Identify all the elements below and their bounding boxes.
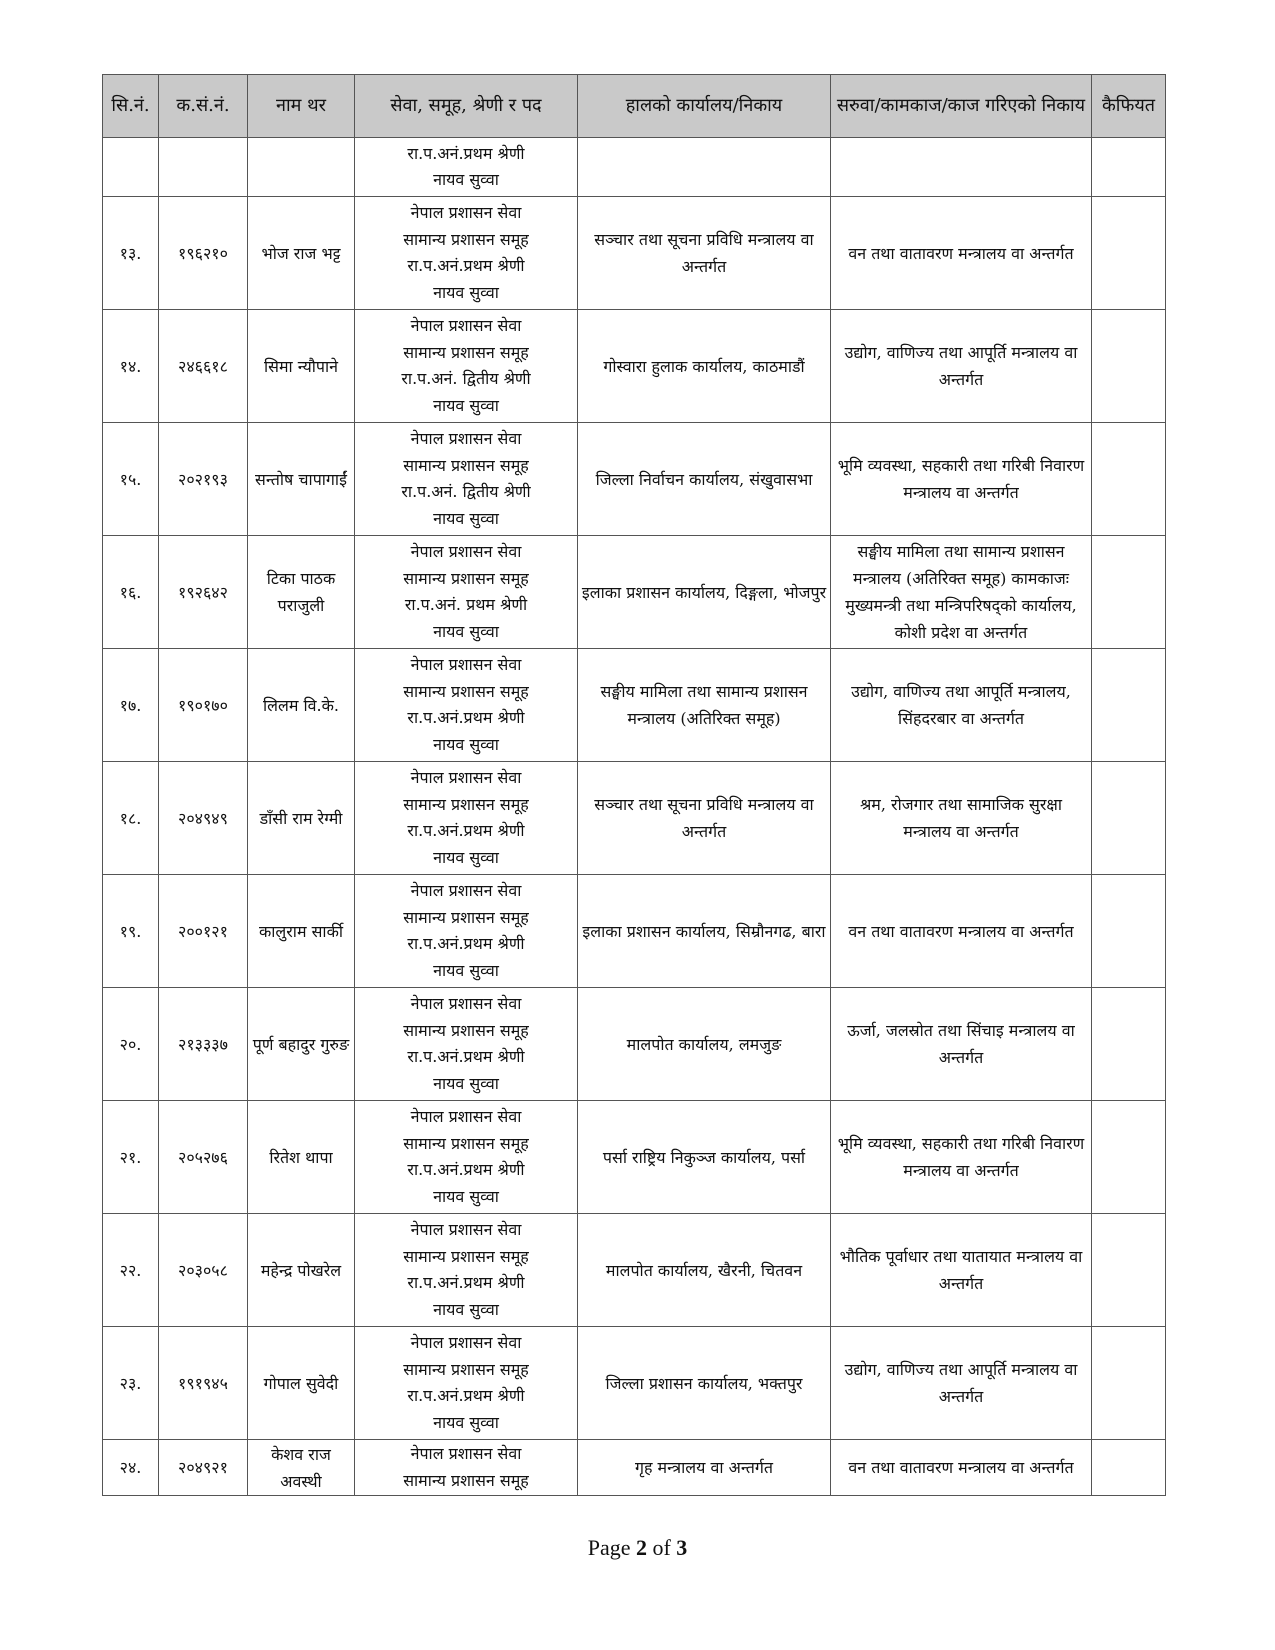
- cell-serial: १९.: [103, 875, 159, 988]
- service-post-line: सामान्य प्रशासन समूह: [403, 1470, 529, 1490]
- service-post-line: रा.प.अनं.प्रथम श्रेणी: [407, 1160, 525, 1179]
- cell-transfer-office: वन तथा वातावरण मन्त्रालय वा अन्तर्गत: [831, 197, 1092, 310]
- service-post-line: रा.प.अनं. प्रथम श्रेणी: [404, 595, 528, 614]
- cell-service-post: [355, 875, 578, 988]
- service-post-line: नायव सुव्वा: [433, 508, 499, 528]
- cell-service-post: [355, 1101, 578, 1214]
- page-prefix: Page: [587, 1535, 636, 1560]
- cell-current-office: गोस्वारा हुलाक कार्यालय, काठमाडौं: [578, 310, 831, 423]
- table-row: [103, 988, 1166, 1101]
- service-post-line: नायव सुव्वा: [433, 395, 499, 415]
- cell-current-office: जिल्ला निर्वाचन कार्यालय, संखुवासभा: [578, 423, 831, 536]
- service-post-line: नेपाल प्रशासन सेवा: [410, 429, 522, 448]
- service-post-line: नायव सुव्वा: [433, 621, 499, 641]
- cell-service-post: [355, 197, 578, 310]
- cell-current-office: इलाका प्रशासन कार्यालय, सिम्रौनगढ, बारा: [578, 875, 831, 988]
- service-post-line: रा.प.अनं.प्रथम श्रेणी: [407, 143, 525, 163]
- cell-employee-id: २१३३३७: [159, 988, 248, 1101]
- table-row: [103, 138, 1166, 197]
- cell-serial: १४.: [103, 310, 159, 423]
- service-post-line: सामान्य प्रशासन समूह: [403, 1020, 529, 1040]
- cell-current-office: जिल्ला प्रशासन कार्यालय, भक्तपुर: [578, 1327, 831, 1440]
- cell-service-post: [355, 988, 578, 1101]
- cell-serial: [103, 138, 159, 197]
- service-post-line: सामान्य प्रशासन समूह: [403, 1133, 529, 1153]
- cell-service-post: [355, 138, 578, 197]
- cell-remarks: [1092, 988, 1166, 1101]
- service-post-line: सामान्य प्रशासन समूह: [403, 455, 529, 475]
- cell-service-post: [355, 310, 578, 423]
- cell-current-office: सङ्घीय मामिला तथा सामान्य प्रशासन मन्त्रालय (अतिरिक्त समूह): [578, 649, 831, 762]
- cell-service-post: [355, 1327, 578, 1440]
- table-row: [103, 197, 1166, 310]
- cell-employee-id: १९०१७०: [159, 649, 248, 762]
- cell-transfer-office: वन तथा वातावरण मन्त्रालय वा अन्तर्गत: [831, 875, 1092, 988]
- cell-remarks: [1092, 423, 1166, 536]
- header-remarks: कैफियत: [1092, 75, 1166, 138]
- cell-current-office: [578, 138, 831, 197]
- cell-name: सन्तोष चापागाईं: [248, 423, 355, 536]
- header-current-office: हालको कार्यालय/निकाय: [578, 75, 831, 138]
- cell-remarks: [1092, 649, 1166, 762]
- service-post-line: रा.प.अनं.प्रथम श्रेणी: [407, 821, 525, 840]
- service-post-line: नेपाल प्रशासन सेवा: [410, 1444, 522, 1463]
- service-post-line: नायव सुव्वा: [433, 960, 499, 980]
- cell-employee-id: १९१९४५: [159, 1327, 248, 1440]
- header-name: नाम थर: [248, 75, 355, 138]
- table-row: [103, 1440, 1166, 1496]
- service-post-line: नेपाल प्रशासन सेवा: [410, 1220, 522, 1239]
- service-post-line: सामान्य प्रशासन समूह: [403, 229, 529, 249]
- service-post-line: नेपाल प्रशासन सेवा: [410, 881, 522, 900]
- cell-current-office: गृह मन्त्रालय वा अन्तर्गत: [578, 1440, 831, 1496]
- cell-name: लिलम वि.के.: [248, 649, 355, 762]
- table-row: [103, 875, 1166, 988]
- service-post-line: नेपाल प्रशासन सेवा: [410, 1333, 522, 1352]
- cell-employee-id: २०४९४९: [159, 762, 248, 875]
- cell-remarks: [1092, 875, 1166, 988]
- cell-name: टिका पाठक पराजुली: [248, 536, 355, 649]
- cell-current-office: मालपोत कार्यालय, लमजुङ: [578, 988, 831, 1101]
- page-total: 3: [676, 1535, 688, 1560]
- cell-name: सिमा न्यौपाने: [248, 310, 355, 423]
- service-post-line: सामान्य प्रशासन समूह: [403, 794, 529, 814]
- service-post-line: रा.प.अनं.प्रथम श्रेणी: [407, 1273, 525, 1292]
- cell-employee-id: [159, 138, 248, 197]
- cell-transfer-office: वन तथा वातावरण मन्त्रालय वा अन्तर्गत: [831, 1440, 1092, 1496]
- cell-remarks: [1092, 1214, 1166, 1327]
- header-service-post: सेवा, समूह, श्रेणी र पद: [355, 75, 578, 138]
- cell-serial: २२.: [103, 1214, 159, 1327]
- cell-employee-id: २०५२७६: [159, 1101, 248, 1214]
- table-row: [103, 1214, 1166, 1327]
- page-number: [0, 1535, 1275, 1561]
- cell-serial: २०.: [103, 988, 159, 1101]
- cell-name: [248, 138, 355, 197]
- service-post-line: सामान्य प्रशासन समूह: [403, 681, 529, 701]
- service-post-line: नेपाल प्रशासन सेवा: [410, 994, 522, 1013]
- service-post-line: सामान्य प्रशासन समूह: [403, 907, 529, 927]
- header-serial: सि.नं.: [103, 75, 159, 138]
- cell-name: पूर्ण बहादुर गुरुङ: [248, 988, 355, 1101]
- cell-serial: १३.: [103, 197, 159, 310]
- cell-transfer-office: भूमि व्यवस्था, सहकारी तथा गरिबी निवारण मन्त्रालय वा अन्तर्गत: [831, 423, 1092, 536]
- cell-service-post: [355, 762, 578, 875]
- service-post-line: नायव सुव्वा: [433, 847, 499, 867]
- cell-serial: १५.: [103, 423, 159, 536]
- cell-name: डाँसी राम रेग्मी: [248, 762, 355, 875]
- table-header-row: [103, 75, 1166, 138]
- cell-remarks: [1092, 1101, 1166, 1214]
- header-employee-id: क.सं.नं.: [159, 75, 248, 138]
- service-post-line: सामान्य प्रशासन समूह: [403, 1359, 529, 1379]
- table-body: [103, 138, 1166, 1496]
- table-row: [103, 310, 1166, 423]
- service-post-line: नेपाल प्रशासन सेवा: [410, 542, 522, 561]
- service-post-line: रा.प.अनं.प्रथम श्रेणी: [407, 708, 525, 727]
- service-post-line: रा.प.अनं.प्रथम श्रेणी: [407, 1386, 525, 1405]
- cell-service-post: [355, 423, 578, 536]
- cell-current-office: सञ्चार तथा सूचना प्रविधि मन्त्रालय वा अन्तर्गत: [578, 197, 831, 310]
- service-post-line: नायव सुव्वा: [433, 170, 499, 189]
- cell-transfer-office: भौतिक पूर्वाधार तथा यातायात मन्त्रालय वा अन्तर्गत: [831, 1214, 1092, 1327]
- service-post-line: रा.प.अनं.प्रथम श्रेणी: [407, 934, 525, 953]
- cell-employee-id: १९६२१०: [159, 197, 248, 310]
- cell-transfer-office: [831, 138, 1092, 197]
- cell-remarks: [1092, 197, 1166, 310]
- service-post-line: नायव सुव्वा: [433, 282, 499, 302]
- cell-name: भोज राज भट्ट: [248, 197, 355, 310]
- cell-current-office: पर्सा राष्ट्रिय निकुञ्ज कार्यालय, पर्सा: [578, 1101, 831, 1214]
- cell-service-post: [355, 536, 578, 649]
- page-current: 2: [635, 1535, 647, 1560]
- cell-serial: २३.: [103, 1327, 159, 1440]
- cell-serial: १७.: [103, 649, 159, 762]
- table-row: [103, 1101, 1166, 1214]
- cell-employee-id: २००१२१: [159, 875, 248, 988]
- service-post-line: रा.प.अनं.प्रथम श्रेणी: [407, 1047, 525, 1066]
- cell-serial: १८.: [103, 762, 159, 875]
- cell-name: महेन्द्र पोखरेल: [248, 1214, 355, 1327]
- cell-serial: २१.: [103, 1101, 159, 1214]
- cell-remarks: [1092, 310, 1166, 423]
- service-post-line: रा.प.अनं.प्रथम श्रेणी: [407, 256, 525, 275]
- service-post-line: नायव सुव्वा: [433, 1412, 499, 1432]
- cell-remarks: [1092, 1327, 1166, 1440]
- cell-service-post: [355, 649, 578, 762]
- transfer-table: [102, 74, 1166, 1496]
- service-post-line: रा.प.अनं. द्वितीय श्रेणी: [401, 369, 531, 388]
- table-row: [103, 762, 1166, 875]
- cell-serial: १६.: [103, 536, 159, 649]
- cell-employee-id: १९२६४२: [159, 536, 248, 649]
- service-post-line: रा.प.अनं. द्वितीय श्रेणी: [401, 482, 531, 501]
- service-post-line: नेपाल प्रशासन सेवा: [410, 203, 522, 222]
- service-post-line: नेपाल प्रशासन सेवा: [410, 316, 522, 335]
- header-transfer-office: सरुवा/कामकाज/काज गरिएको निकाय: [831, 75, 1092, 138]
- cell-transfer-office: उद्योग, वाणिज्य तथा आपूर्ति मन्त्रालय, सिंहदरबार वा अन्तर्गत: [831, 649, 1092, 762]
- cell-transfer-office: ऊर्जा, जलस्रोत तथा सिंचाइ मन्त्रालय वा अन्तर्गत: [831, 988, 1092, 1101]
- cell-transfer-office: भूमि व्यवस्था, सहकारी तथा गरिबी निवारण मन्त्रालय वा अन्तर्गत: [831, 1101, 1092, 1214]
- service-post-line: सामान्य प्रशासन समूह: [403, 1246, 529, 1266]
- cell-service-post: [355, 1440, 578, 1496]
- page-middle: of: [646, 1535, 677, 1560]
- service-post-line: नायव सुव्वा: [433, 1073, 499, 1093]
- service-post-line: नायव सुव्वा: [433, 1186, 499, 1206]
- cell-employee-id: २०४९२१: [159, 1440, 248, 1496]
- cell-current-office: इलाका प्रशासन कार्यालय, दिङ्गला, भोजपुर: [578, 536, 831, 649]
- cell-remarks: [1092, 536, 1166, 649]
- table-row: [103, 423, 1166, 536]
- cell-current-office: मालपोत कार्यालय, खैरनी, चितवन: [578, 1214, 831, 1327]
- cell-transfer-office: उद्योग, वाणिज्य तथा आपूर्ति मन्त्रालय वा अन्तर्गत: [831, 1327, 1092, 1440]
- cell-current-office: सञ्चार तथा सूचना प्रविधि मन्त्रालय वा अन्तर्गत: [578, 762, 831, 875]
- cell-remarks: [1092, 138, 1166, 197]
- cell-employee-id: २०२१९३: [159, 423, 248, 536]
- service-post-line: सामान्य प्रशासन समूह: [403, 342, 529, 362]
- cell-name: रितेश थापा: [248, 1101, 355, 1214]
- cell-remarks: [1092, 1440, 1166, 1496]
- cell-remarks: [1092, 762, 1166, 875]
- service-post-line: नायव सुव्वा: [433, 1299, 499, 1319]
- table-row: [103, 1327, 1166, 1440]
- cell-employee-id: २०३०५८: [159, 1214, 248, 1327]
- cell-name: कालुराम सार्की: [248, 875, 355, 988]
- cell-name: गोपाल सुवेदी: [248, 1327, 355, 1440]
- cell-transfer-office: सङ्घीय मामिला तथा सामान्य प्रशासन मन्त्रालय (अतिरिक्त समूह) कामकाजः मुख्यमन्त्री तथा मन्त्रिपरिषद्को कार्यालय, कोशी प्रदेश वा अन्तर्गत: [831, 536, 1092, 649]
- cell-employee-id: २४६६१८: [159, 310, 248, 423]
- cell-name: केशव राज अवस्थी: [248, 1440, 355, 1496]
- cell-transfer-office: उद्योग, वाणिज्य तथा आपूर्ति मन्त्रालय वा अन्तर्गत: [831, 310, 1092, 423]
- cell-transfer-office: श्रम, रोजगार तथा सामाजिक सुरक्षा मन्त्रालय वा अन्तर्गत: [831, 762, 1092, 875]
- cell-service-post: [355, 1214, 578, 1327]
- service-post-line: नेपाल प्रशासन सेवा: [410, 1107, 522, 1126]
- cell-serial: २४.: [103, 1440, 159, 1496]
- service-post-line: नेपाल प्रशासन सेवा: [410, 655, 522, 674]
- service-post-line: सामान्य प्रशासन समूह: [403, 568, 529, 588]
- table-row: [103, 536, 1166, 649]
- service-post-line: नेपाल प्रशासन सेवा: [410, 768, 522, 787]
- service-post-line: नायव सुव्वा: [433, 734, 499, 754]
- table-row: [103, 649, 1166, 762]
